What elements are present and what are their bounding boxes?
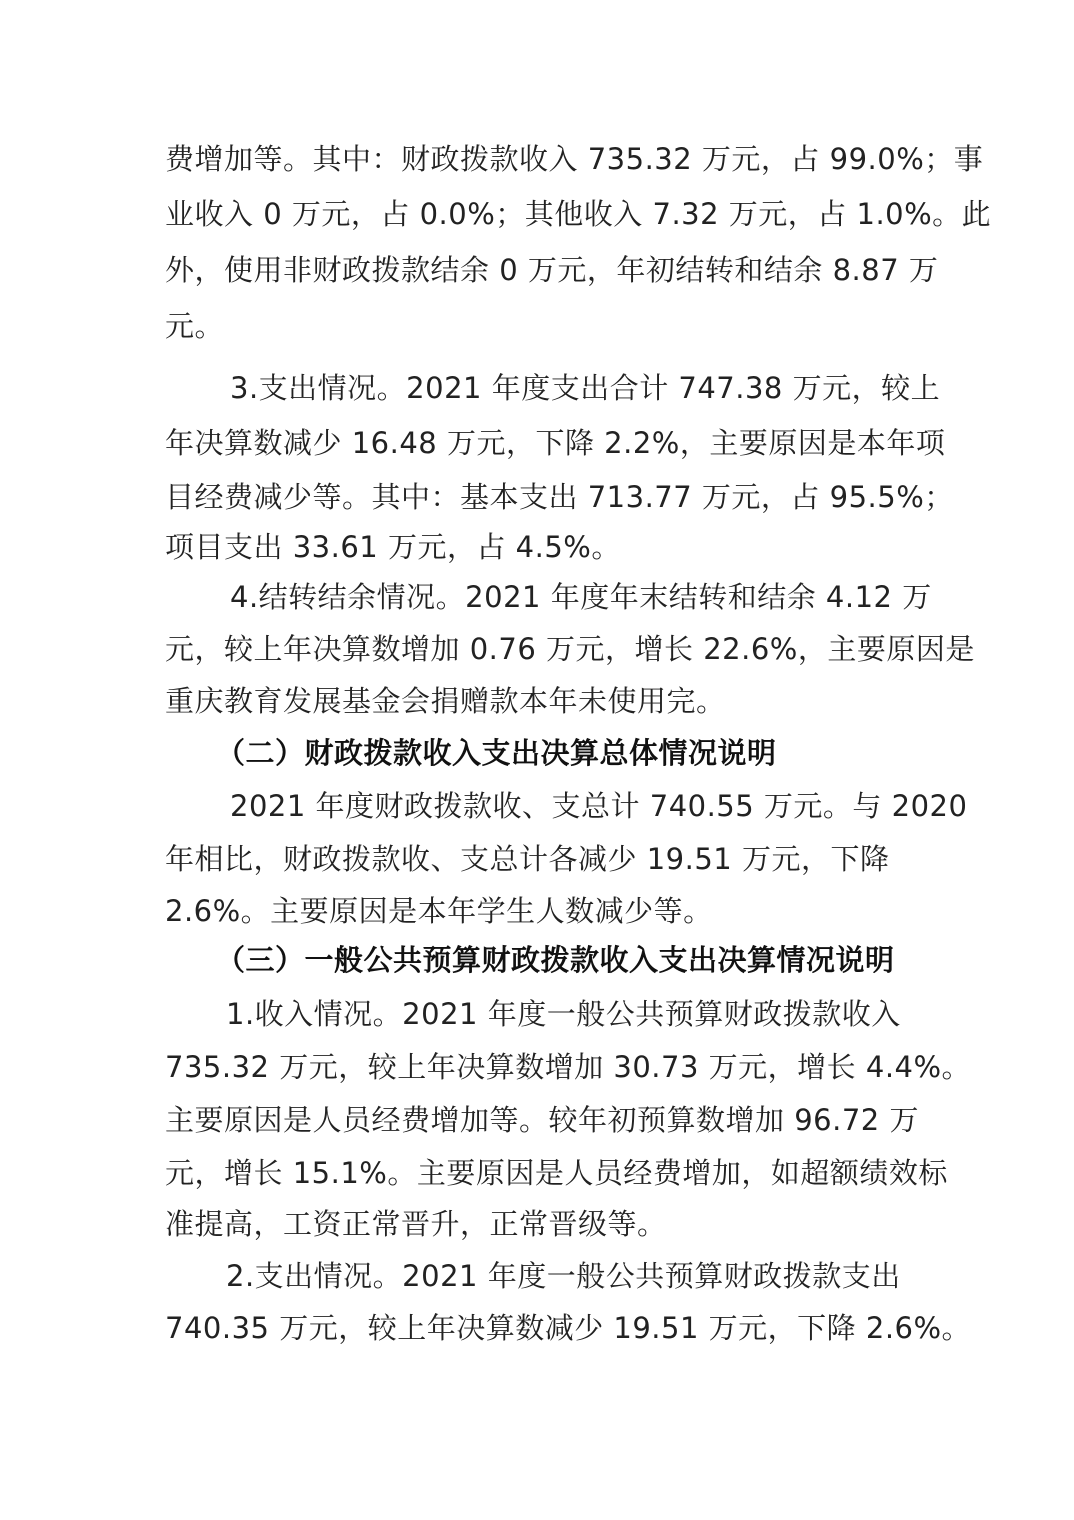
section-heading-2: （二）财政拨款收入支出决算总体情况说明 bbox=[216, 736, 777, 770]
para-expenditure-line-4: 项目支出 33.61 万元，占 4.5%。 bbox=[165, 530, 621, 564]
para-income-tail-line-2: 业收入 0 万元，占 0.0%；其他收入 7.32 万元，占 1.0%。此 bbox=[165, 197, 992, 231]
para-balance-line-1: 4.结转结余情况。2021 年度年末结转和结余 4.12 万 bbox=[230, 580, 932, 614]
para-general-income-line-5: 准提高，工资正常晋升，正常晋级等。 bbox=[165, 1207, 667, 1241]
para-general-expenditure-line-1: 2.支出情况。2021 年度一般公共预算财政拨款支出 bbox=[226, 1259, 901, 1293]
para-general-income-line-3: 主要原因是人员经费增加等。较年初预算数增加 96.72 万 bbox=[165, 1103, 919, 1137]
para-general-income-line-1: 1.收入情况。2021 年度一般公共预算财政拨款收入 bbox=[226, 997, 901, 1031]
section-heading-3: （三）一般公共预算财政拨款收入支出决算情况说明 bbox=[216, 943, 895, 977]
para-general-income-line-2: 735.32 万元，较上年决算数增加 30.73 万元，增长 4.4%。 bbox=[165, 1050, 972, 1084]
para-general-expenditure-line-2: 740.35 万元，较上年决算数减少 19.51 万元，下降 2.6%。 bbox=[165, 1311, 972, 1345]
para-fiscal-total-line-1: 2021 年度财政拨款收、支总计 740.55 万元。与 2020 bbox=[230, 789, 968, 823]
para-expenditure-line-1: 3.支出情况。2021 年度支出合计 747.38 万元，较上 bbox=[230, 371, 941, 405]
para-expenditure-line-2: 年决算数减少 16.48 万元，下降 2.2%，主要原因是本年项 bbox=[165, 426, 946, 460]
para-general-income-line-4: 元，增长 15.1%。主要原因是人员经费增加，如超额绩效标 bbox=[165, 1156, 948, 1190]
para-balance-line-3: 重庆教育发展基金会捐赠款本年未使用完。 bbox=[165, 684, 726, 718]
para-balance-line-2: 元，较上年决算数增加 0.76 万元，增长 22.6%，主要原因是 bbox=[165, 632, 975, 666]
para-income-tail-line-4: 元。 bbox=[165, 309, 225, 343]
para-income-tail-line-3: 外，使用非财政拨款结余 0 万元，年初结转和结余 8.87 万 bbox=[165, 253, 939, 287]
para-income-tail-line-1: 费增加等。其中：财政拨款收入 735.32 万元，占 99.0%；事 bbox=[165, 142, 984, 176]
para-fiscal-total-line-3: 2.6%。主要原因是本年学生人数减少等。 bbox=[165, 894, 713, 928]
para-fiscal-total-line-2: 年相比，财政拨款收、支总计各减少 19.51 万元，下降 bbox=[165, 842, 890, 876]
para-expenditure-line-3: 目经费减少等。其中：基本支出 713.77 万元，占 95.5%； bbox=[165, 480, 954, 514]
